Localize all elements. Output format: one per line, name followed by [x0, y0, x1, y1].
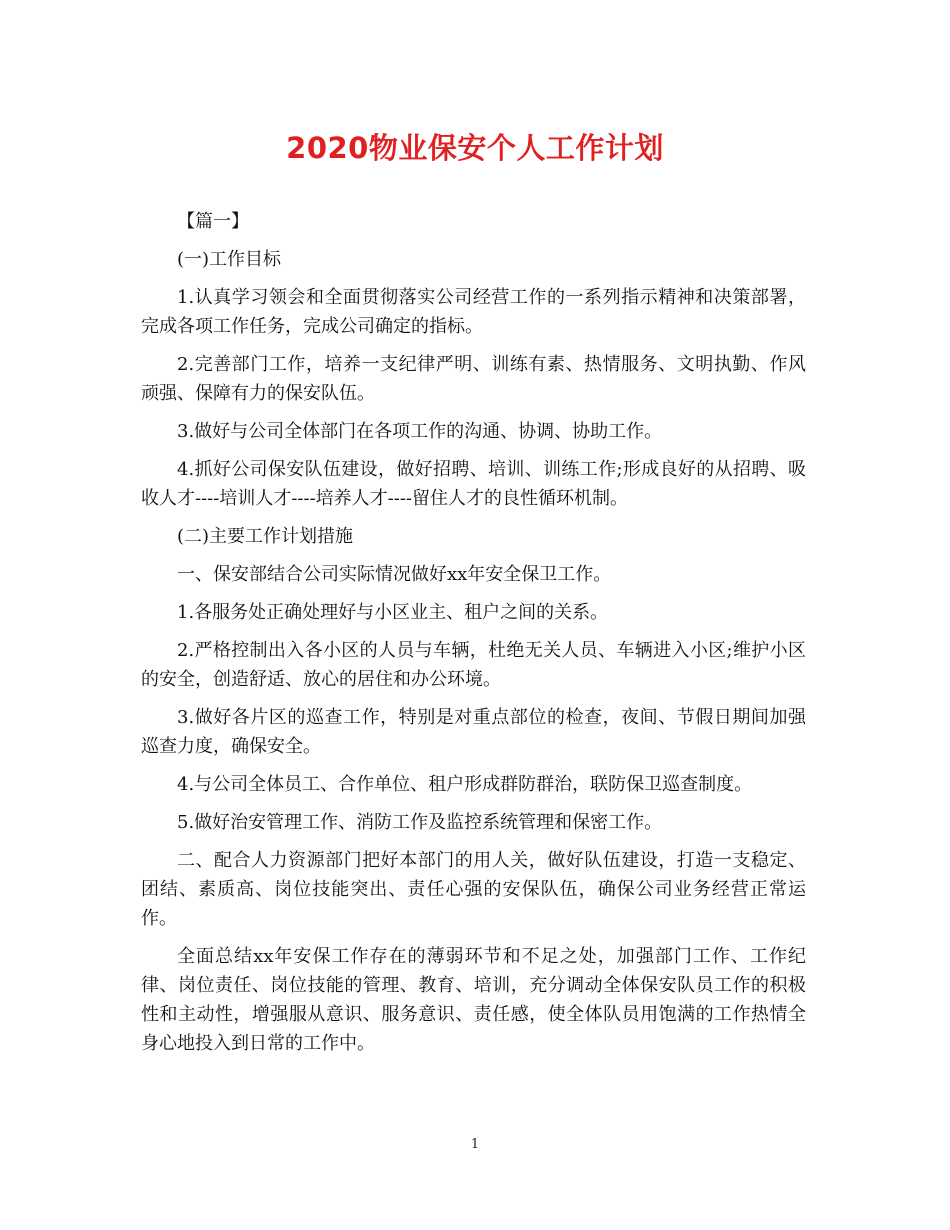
section-heading: 【篇一】 — [177, 211, 249, 232]
paragraph: 2.完善部门工作，培养一支纪律严明、训练有素、热情服务、文明执勤、作风顽强、保障有力的保安队伍。 — [141, 354, 806, 404]
subsection-heading: (一)工作目标 — [177, 249, 282, 270]
page-number: 1 — [470, 1137, 480, 1152]
document-title: 2020物业保安个人工作计划 — [286, 131, 664, 165]
paragraph: 4.抓好公司保安队伍建设，做好招聘、培训、训练工作;形成良好的从招聘、吸收人才----培训人才----培养人才----留住人才的良性循环机制。 — [141, 459, 806, 509]
paragraph: 3.做好各片区的巡查工作，特别是对重点部位的检查，夜间、节假日期间加强巡查力度，确保安全。 — [141, 707, 806, 757]
paragraph: 1.认真学习领会和全面贯彻落实公司经营工作的一系列指示精神和决策部署，完成各项工作任务，完成公司确定的指标。 — [141, 287, 806, 337]
paragraph: 全面总结xx年安保工作存在的薄弱环节和不足之处，加强部门工作、工作纪律、岗位责任、岗位技能的管理、教育、培训，充分调动全体保安队员工作的积极性和主动性，增强服从意识、服务意识、责任感，使全体队员用饱满的工作热情全身心地投入到日常的工作中。 — [141, 946, 806, 1054]
paragraph: 1.各服务处正确处理好与小区业主、租户之间的关系。 — [177, 602, 609, 623]
paragraph: 5.做好治安管理工作、消防工作及监控系统管理和保密工作。 — [177, 812, 663, 833]
paragraph: 3.做好与公司全体部门在各项工作的沟通、协调、协助工作。 — [177, 421, 663, 442]
paragraph: 2.严格控制出入各小区的人员与车辆，杜绝无关人员、车辆进入小区;维护小区的安全，创造舒适、放心的居住和办公环境。 — [141, 640, 806, 690]
paragraph: 4.与公司全体员工、合作单位、租户形成群防群治，联防保卫巡查制度。 — [177, 774, 753, 795]
paragraph: 二、配合人力资源部门把好本部门的用人关，做好队伍建设，打造一支稳定、团结、素质高、岗位技能突出、责任心强的安保队伍，确保公司业务经营正常运作。 — [141, 850, 806, 929]
document-body — [141, 207, 806, 1067]
subsection-heading: (二)主要工作计划措施 — [177, 526, 354, 547]
paragraph: 一、保安部结合公司实际情况做好xx年安全保卫工作。 — [177, 564, 612, 585]
